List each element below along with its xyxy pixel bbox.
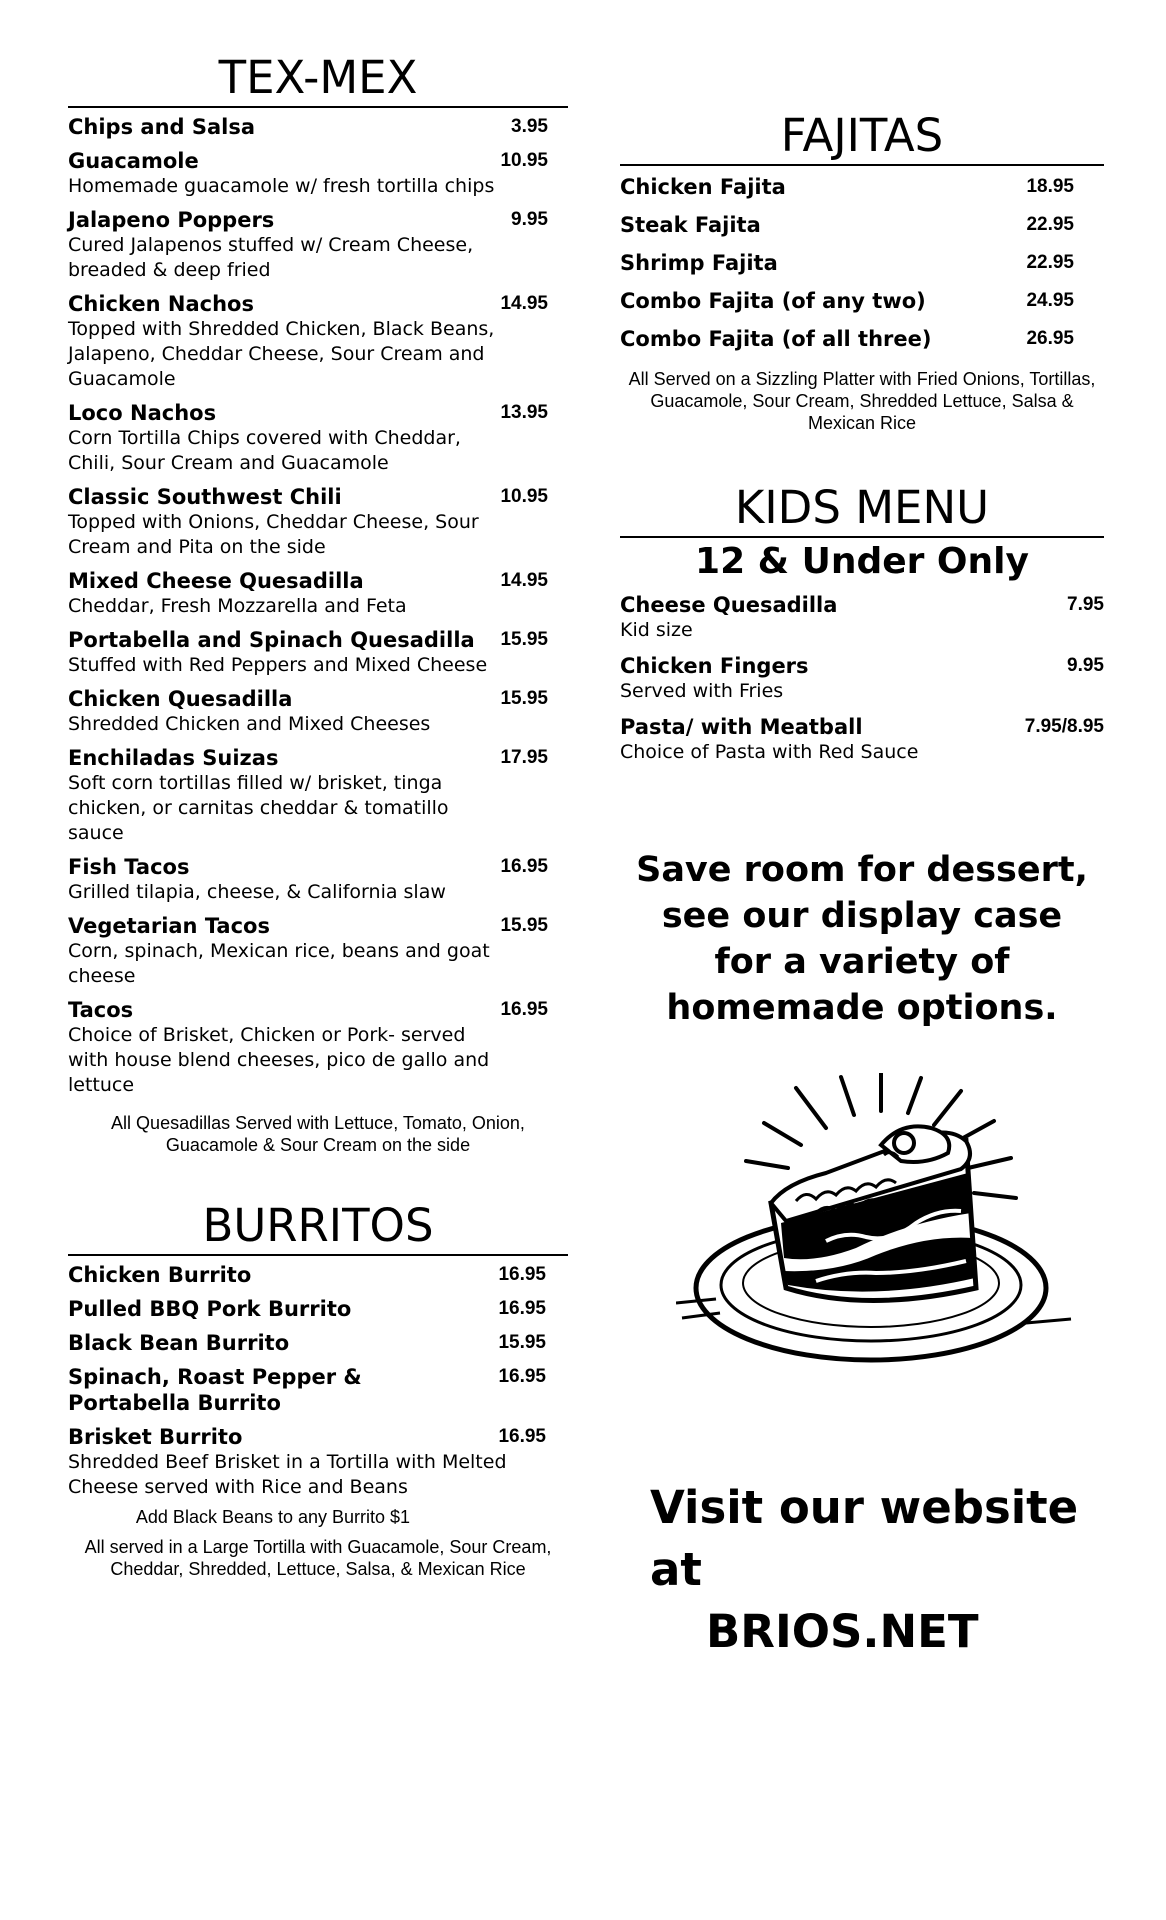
- menu-item-description: Topped with Onions, Cheddar Cheese, Sour Cream and Pita on the side: [68, 511, 479, 558]
- menu-item-price: 14.95: [500, 570, 548, 591]
- fajitas-list: [620, 174, 1104, 352]
- menu-item-name: Combo Fajita (of any two): [620, 289, 926, 313]
- menu-item-name: Jalapeno Poppers: [68, 208, 275, 232]
- menu-item-price: 10.95: [500, 150, 548, 171]
- menu-item-price: 22.95: [1026, 214, 1074, 235]
- menu-item-price: 15.95: [500, 629, 548, 650]
- menu-item: [68, 1262, 568, 1288]
- menu-item-price: 26.95: [1026, 328, 1074, 349]
- menu-item-price: 10.95: [500, 486, 548, 507]
- burrito-addon: Add Black Beans to any Burrito $1: [135, 1507, 411, 1527]
- menu-item-description: Shredded Chicken and Mixed Cheeses: [68, 713, 431, 735]
- menu-item-name: Combo Fajita (of all three): [620, 327, 932, 351]
- menu-item-name: Black Bean Burrito: [68, 1331, 290, 1355]
- menu-item-description: Kid size: [620, 619, 693, 641]
- website-line-1: Visit our website at: [650, 1481, 1079, 1596]
- cake-slice-icon: [676, 1073, 1076, 1377]
- menu-item-price: 18.95: [1026, 176, 1074, 197]
- right-column: [620, 0, 1104, 1663]
- menu-item-description: Homemade guacamole w/ fresh tortilla chips: [68, 175, 495, 197]
- menu-item-name: Guacamole: [68, 149, 199, 173]
- kids-heading: KIDS MENU: [734, 481, 990, 534]
- menu-item-name: Pulled BBQ Pork Burrito: [68, 1297, 352, 1321]
- menu-item: [68, 400, 568, 476]
- menu-item-name: Pasta/ with Meatball: [620, 715, 863, 739]
- quesadilla-note: All Quesadillas Served with Lettuce, Tomato, Onion, Guacamole & Sour Cream on the side: [111, 1113, 525, 1155]
- menu-item-description: Choice of Pasta with Red Sauce: [620, 741, 919, 763]
- dessert-promo: Save room for dessert, see our display case for a variety of homemade options.: [636, 850, 1088, 1028]
- menu-item-name: Portabella and Spinach Quesadilla: [68, 628, 475, 652]
- menu-item-price: 17.95: [500, 747, 548, 768]
- menu-item-price: 7.95/8.95: [1024, 716, 1104, 737]
- menu-item: [620, 212, 1104, 238]
- menu-item-name: Enchiladas Suizas: [68, 746, 279, 770]
- menu-item: [68, 913, 568, 989]
- menu-item-price: 16.95: [500, 856, 548, 877]
- menu-item-price: 9.95: [1067, 655, 1104, 676]
- menu-item-name: Chicken Quesadilla: [68, 687, 293, 711]
- menu-item: [620, 653, 1104, 704]
- menu-item-name: Chicken Fingers: [620, 654, 809, 678]
- menu-item-name: Chicken Burrito: [68, 1263, 252, 1287]
- menu-item: [68, 291, 568, 392]
- fajitas-heading: FAJITAS: [780, 109, 944, 162]
- menu-item-name: Brisket Burrito: [68, 1425, 243, 1449]
- menu-item-price: 22.95: [1026, 252, 1074, 273]
- menu-item: [68, 1424, 568, 1500]
- menu-item-price: 24.95: [1026, 290, 1074, 311]
- menu-item-name: Spinach, Roast Pepper & Portabella Burrito: [68, 1365, 362, 1415]
- menu-item-name: Vegetarian Tacos: [68, 914, 270, 938]
- menu-item-price: 16.95: [498, 1426, 546, 1447]
- menu-item: [68, 207, 568, 283]
- menu-item: [68, 148, 568, 199]
- menu-item: [620, 288, 1104, 314]
- menu-item: [620, 326, 1104, 352]
- texmex-list: [68, 114, 568, 1098]
- menu-item: [620, 250, 1104, 276]
- menu-item-name: Steak Fajita: [620, 213, 761, 237]
- menu-item-name: Classic Southwest Chili: [68, 485, 342, 509]
- menu-item: [620, 714, 1104, 765]
- menu-item: [620, 174, 1104, 200]
- website-promo: [620, 1477, 1104, 1663]
- menu-item: [68, 997, 568, 1098]
- website-line-2: BRIOS.NET: [706, 1605, 979, 1658]
- menu-item: [68, 854, 568, 905]
- menu-item: [68, 1330, 568, 1356]
- menu-item-price: 13.95: [500, 402, 548, 423]
- left-column: [68, 0, 568, 1580]
- menu-item-description: Served with Fries: [620, 680, 784, 702]
- menu-item-name: Cheese Quesadilla: [620, 593, 838, 617]
- menu-item-name: Chicken Nachos: [68, 292, 254, 316]
- menu-item-price: 9.95: [511, 209, 548, 230]
- menu-item-price: 15.95: [500, 915, 548, 936]
- menu-item-price: 16.95: [498, 1298, 546, 1319]
- menu-item: [620, 592, 1104, 643]
- menu-item-name: Fish Tacos: [68, 855, 190, 879]
- menu-item-name: Tacos: [68, 998, 134, 1022]
- menu-item-price: 16.95: [500, 999, 548, 1020]
- texmex-heading: TEX-MEX: [218, 51, 418, 104]
- burritos-note: All served in a Large Tortilla with Guacamole, Sour Cream, Cheddar, Shredded, Lettuce, Salsa, & Mexican Rice: [84, 1537, 552, 1579]
- menu-item-price: 7.95: [1067, 594, 1104, 615]
- menu-item-description: Grilled tilapia, cheese, & California slaw: [68, 881, 446, 903]
- burritos-list: [68, 1262, 568, 1500]
- menu-item-name: Chicken Fajita: [620, 175, 786, 199]
- kids-rule: [620, 536, 1104, 538]
- menu-item: [68, 686, 568, 737]
- menu-item: [68, 1364, 568, 1416]
- menu-item-name: Shrimp Fajita: [620, 251, 778, 275]
- menu-item: [68, 1296, 568, 1322]
- burritos-heading: BURRITOS: [202, 1199, 434, 1252]
- menu-item-description: Cured Jalapenos stuffed w/ Cream Cheese, breaded & deep fried: [68, 234, 474, 281]
- kids-list: [620, 592, 1104, 765]
- menu-item-name: Loco Nachos: [68, 401, 217, 425]
- menu-item-description: Cheddar, Fresh Mozzarella and Feta: [68, 595, 407, 617]
- menu-item: [68, 114, 568, 140]
- menu-item-price: 16.95: [498, 1366, 546, 1387]
- menu-item-description: Corn Tortilla Chips covered with Cheddar, Chili, Sour Cream and Guacamole: [68, 427, 461, 474]
- menu-item-description: Soft corn tortillas filled w/ brisket, tinga chicken, or carnitas cheddar & tomatillo sauce: [68, 772, 449, 844]
- menu-item-description: Topped with Shredded Chicken, Black Beans, Jalapeno, Cheddar Cheese, Sour Cream and Guacamole: [68, 318, 495, 390]
- menu-item-price: 15.95: [500, 688, 548, 709]
- menu-item-name: Chips and Salsa: [68, 115, 256, 139]
- menu-item-description: Corn, spinach, Mexican rice, beans and goat cheese: [68, 940, 490, 987]
- menu-item: [68, 568, 568, 619]
- fajitas-note: All Served on a Sizzling Platter with Fried Onions, Tortillas, Guacamole, Sour Cream, Shredded Lettuce, Salsa & Mexican Rice: [628, 369, 1096, 433]
- menu-item-description: Stuffed with Red Peppers and Mixed Cheese: [68, 654, 488, 676]
- menu-item-price: 16.95: [498, 1264, 546, 1285]
- kids-subtitle: 12 & Under Only: [695, 541, 1029, 582]
- menu-item-price: 15.95: [498, 1332, 546, 1353]
- menu-item: [68, 745, 568, 846]
- menu-item-description: Shredded Beef Brisket in a Tortilla with Melted Cheese served with Rice and Beans: [68, 1451, 507, 1498]
- menu-item-price: 3.95: [511, 116, 548, 137]
- menu-item-price: 14.95: [500, 293, 548, 314]
- menu-item: [68, 484, 568, 560]
- menu-item: [68, 627, 568, 678]
- menu-item-name: Mixed Cheese Quesadilla: [68, 569, 364, 593]
- menu-item-description: Choice of Brisket, Chicken or Pork- served with house blend cheeses, pico de gallo and lettuce: [68, 1024, 490, 1096]
